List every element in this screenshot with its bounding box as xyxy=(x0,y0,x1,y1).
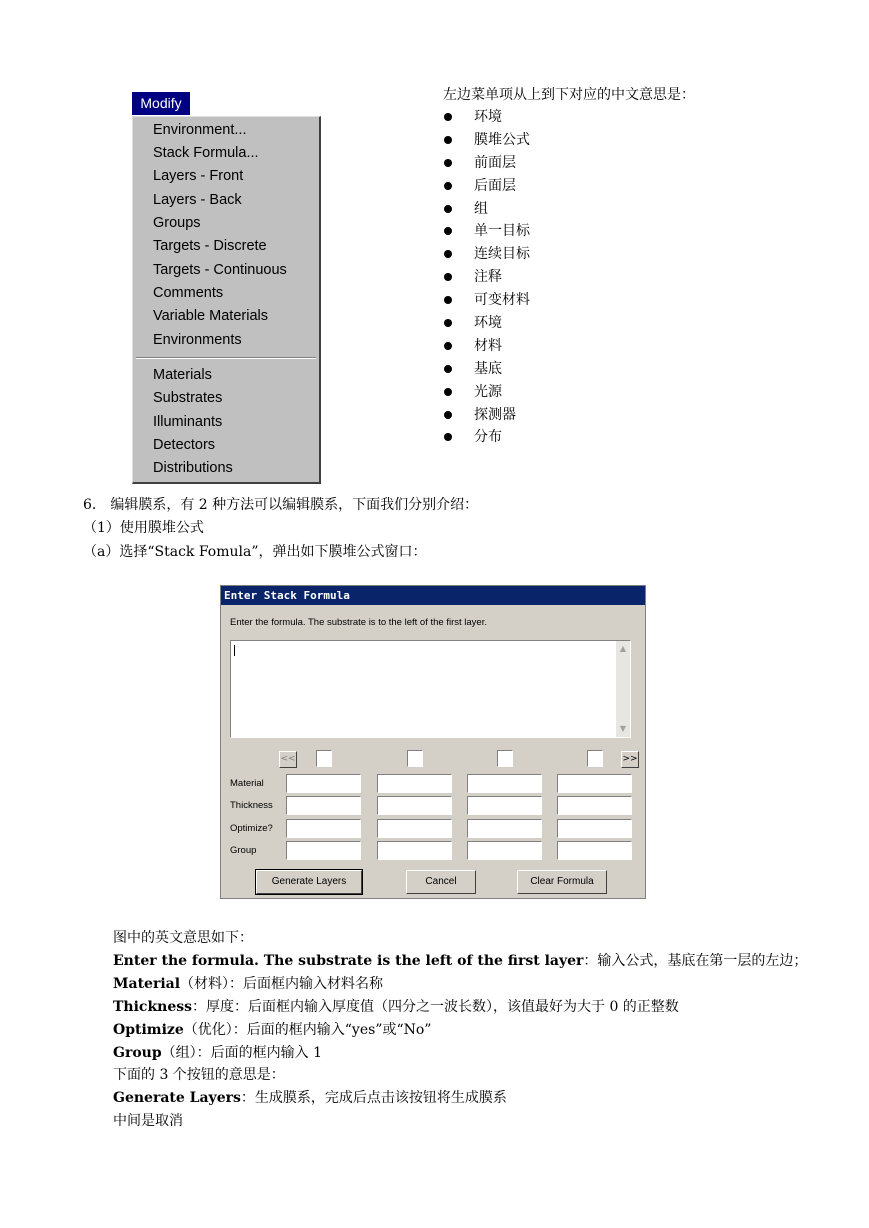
material-cell-4[interactable] xyxy=(557,774,632,793)
modify-menu-title[interactable] xyxy=(132,92,190,115)
menu-item-materials[interactable]: Materials xyxy=(153,367,212,383)
explain-term: Generate Layers xyxy=(113,1090,241,1106)
thickness-cell-1[interactable] xyxy=(286,796,361,815)
subsection-1-heading: （1）使用膜堆公式 xyxy=(83,520,204,536)
explain-term: Optimize xyxy=(113,1022,184,1038)
legend-item: 环境 xyxy=(443,106,530,129)
explain-line-optimize xyxy=(113,1019,431,1039)
text-caret xyxy=(234,645,235,656)
legend-item: 可变材料 xyxy=(443,289,530,312)
explain-desc: （材料）：后面框内输入材料名称 xyxy=(180,976,384,992)
explain-desc: ：生成膜系，完成后点击该按钮将生成膜系 xyxy=(240,1090,507,1106)
thickness-cell-4[interactable] xyxy=(557,796,632,815)
explain-term: Enter the formula. The substrate is the left of the first layer xyxy=(113,953,584,969)
cancel-button[interactable]: Cancel xyxy=(406,870,476,894)
modify-menu-title-label: Modify xyxy=(140,95,182,111)
scroll-down-icon[interactable]: ▼ xyxy=(619,724,627,733)
menu-item-stack-formula[interactable]: Stack Formula... xyxy=(153,145,259,161)
material-cell-3[interactable] xyxy=(467,774,542,793)
thickness-cell-3[interactable] xyxy=(467,796,542,815)
group-cell-2[interactable] xyxy=(377,841,452,860)
prev-layers-button[interactable]: << xyxy=(279,751,297,768)
section-6-heading: 6. 编辑膜系，有 2 种方法可以编辑膜系，下面我们分别介绍： xyxy=(83,497,479,513)
legend-item: 单一目标 xyxy=(443,220,530,243)
menu-item-distributions[interactable]: Distributions xyxy=(153,460,233,476)
explain-line-group xyxy=(113,1042,322,1062)
menu-item-targets-continuous[interactable]: Targets - Continuous xyxy=(153,262,287,278)
legend-item: 基底 xyxy=(443,358,530,381)
dialog-title-bar: Enter Stack Formula xyxy=(221,586,645,605)
material-cell-2[interactable] xyxy=(377,774,452,793)
explain-term: Material xyxy=(113,976,181,992)
optimize-cell-4[interactable] xyxy=(557,819,632,838)
generate-layers-button[interactable]: Generate Layers xyxy=(256,870,362,894)
layer-checkbox-3[interactable] xyxy=(497,750,513,767)
group-cell-1[interactable] xyxy=(286,841,361,860)
formula-input[interactable] xyxy=(230,640,631,738)
explain-line-thickness xyxy=(113,996,679,1016)
menu-item-environments[interactable]: Environments xyxy=(153,332,242,348)
row-label-optimize: Optimize? xyxy=(230,823,273,834)
legend-item: 组 xyxy=(443,198,530,221)
menu-item-targets-discrete[interactable]: Targets - Discrete xyxy=(153,238,267,254)
row-label-material: Material xyxy=(230,778,264,789)
explain-desc: （组）：后面的框内输入 1 xyxy=(161,1045,322,1061)
menu-item-comments[interactable]: Comments xyxy=(153,285,224,301)
explain-intro: 图中的英文意思如下： xyxy=(113,930,253,946)
menu-item-environment[interactable]: Environment... xyxy=(153,122,247,138)
legend-item: 分布 xyxy=(443,426,530,449)
explain-desc: ：厚度：后面框内输入厚度值（四分之一波长数），该值最好为大于 0 的正整数 xyxy=(192,999,679,1015)
legend-item: 探测器 xyxy=(443,404,530,427)
legend-item: 连续目标 xyxy=(443,243,530,266)
material-cell-1[interactable] xyxy=(286,774,361,793)
explain-line-formula xyxy=(113,950,807,970)
layer-checkbox-4[interactable] xyxy=(587,750,603,767)
row-label-group: Group xyxy=(230,845,257,856)
optimize-cell-2[interactable] xyxy=(377,819,452,838)
modify-menu-dropdown xyxy=(132,116,321,484)
explain-line-cancel: 中间是取消 xyxy=(113,1113,183,1129)
next-layers-button[interactable]: >> xyxy=(621,751,639,768)
scroll-up-icon[interactable]: ▲ xyxy=(619,644,627,653)
stack-formula-dialog xyxy=(220,585,646,899)
explain-desc: （优化）：后面的框内输入“yes”或“No” xyxy=(183,1022,432,1038)
group-cell-4[interactable] xyxy=(557,841,632,860)
thickness-cell-2[interactable] xyxy=(377,796,452,815)
group-cell-3[interactable] xyxy=(467,841,542,860)
optimize-cell-3[interactable] xyxy=(467,819,542,838)
optimize-cell-1[interactable] xyxy=(286,819,361,838)
legend-item: 后面层 xyxy=(443,175,530,198)
explain-buttons-intro: 下面的 3 个按钮的意思是： xyxy=(113,1067,285,1083)
legend-item: 膜堆公式 xyxy=(443,129,530,152)
explain-line-material xyxy=(113,973,383,993)
legend-item: 注释 xyxy=(443,266,530,289)
layer-checkbox-1[interactable] xyxy=(316,750,332,767)
menu-item-variable-materials[interactable]: Variable Materials xyxy=(153,308,268,324)
legend-item: 前面层 xyxy=(443,152,530,175)
subsection-a-text: （a）选择“Stack Fomula”，弹出如下膜堆公式窗口： xyxy=(83,544,427,560)
legend-item: 环境 xyxy=(443,312,530,335)
legend-item: 光源 xyxy=(443,381,530,404)
clear-formula-button[interactable]: Clear Formula xyxy=(517,870,607,894)
formula-scrollbar[interactable] xyxy=(616,641,630,737)
explain-term: Group xyxy=(113,1045,162,1061)
layer-checkbox-2[interactable] xyxy=(407,750,423,767)
explain-desc: ：输入公式，基底在第一层的左边； xyxy=(583,953,808,969)
menu-item-illuminants[interactable]: Illuminants xyxy=(153,414,223,430)
legend-list xyxy=(443,106,530,449)
explain-term: Thickness xyxy=(113,999,192,1015)
legend-item: 材料 xyxy=(443,335,530,358)
menu-item-groups[interactable]: Groups xyxy=(153,215,201,231)
menu-item-detectors[interactable]: Detectors xyxy=(153,437,216,453)
explain-line-generate xyxy=(113,1087,507,1107)
menu-item-layers-front[interactable]: Layers - Front xyxy=(153,168,244,184)
menu-item-substrates[interactable]: Substrates xyxy=(153,390,223,406)
row-label-thickness: Thickness xyxy=(230,800,273,811)
legend-intro: 左边菜单项从上到下对应的中文意思是： xyxy=(443,87,695,103)
menu-separator xyxy=(136,357,316,359)
menu-item-layers-back[interactable]: Layers - Back xyxy=(153,192,242,208)
formula-instruction: Enter the formula. The substrate is to the left of the first layer. xyxy=(230,617,487,628)
